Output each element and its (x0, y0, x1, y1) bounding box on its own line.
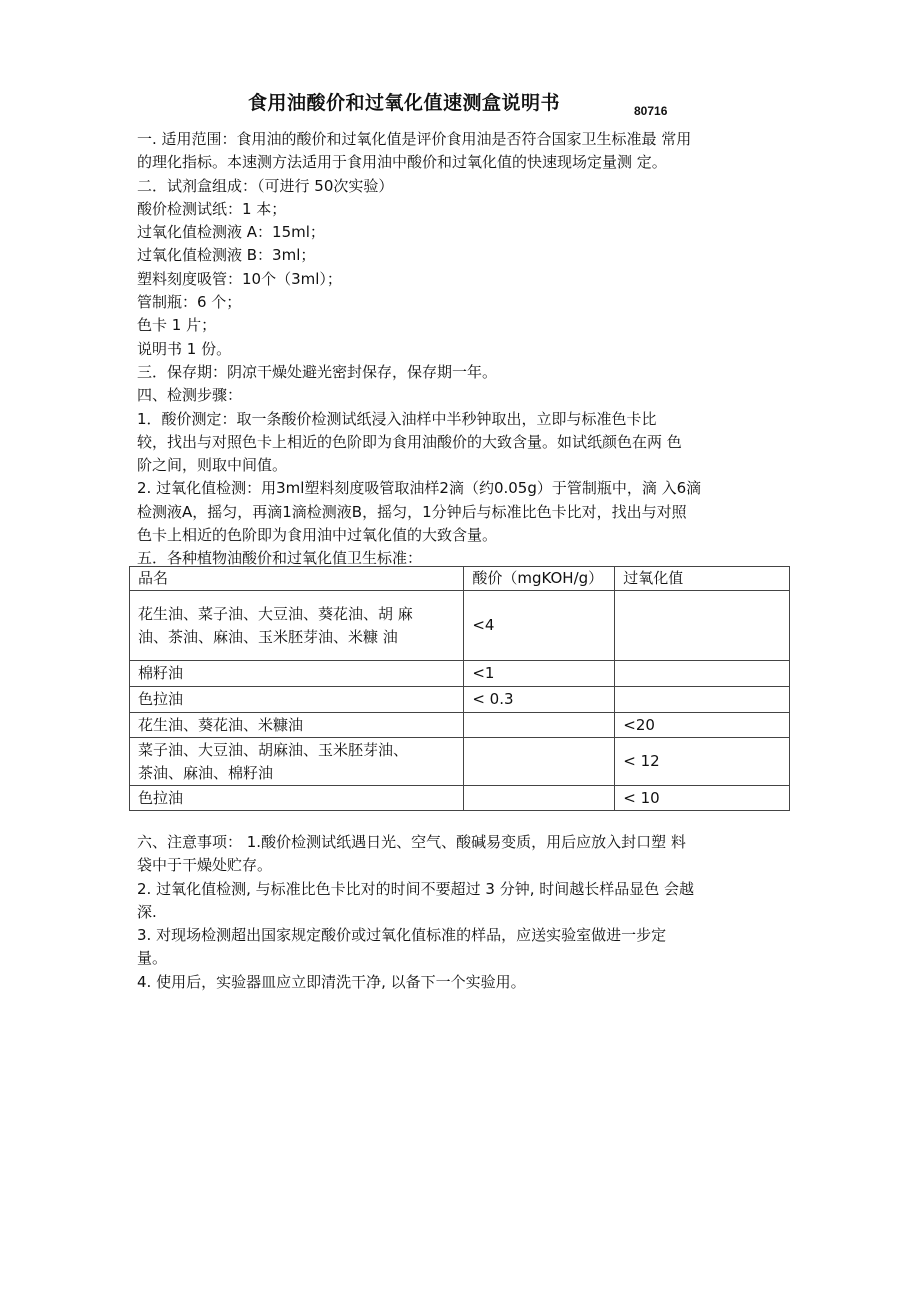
cell-peroxide-value: <20 (615, 713, 790, 738)
text-line: 检测液A，摇匀，再滴1滴检测液B，摇匀，1分钟后与标准比色卡比对，找出与对照 (137, 502, 687, 521)
table-row (130, 713, 790, 738)
text-line: 2. 过氧化值检测：用3ml塑料刻度吸管取油样2滴（约0.05g）于管制瓶中，滴 入6滴 (137, 479, 702, 498)
text-line: 酸价检测试纸：1 本； (137, 199, 287, 218)
cell-oil-name: 色拉油 (130, 687, 464, 713)
cell-oil-name (130, 591, 464, 661)
cell-peroxide-value: < 12 (615, 738, 790, 786)
cell-oil-name: 棉籽油 (130, 661, 464, 687)
cell-acid-value: <1 (464, 661, 615, 687)
text-line: 较，找出与对照色卡上相近的色阶即为食用油酸价的大致含量。如试纸颜色在两 色 (137, 432, 682, 451)
notes-line: 3. 对现场检测超出国家规定酸价或过氧化值标准的样品，应送实验室做进一步定 (137, 926, 667, 945)
text-line: 说明书 1 份。 (137, 339, 232, 358)
text-line: 三．保存期：阴凉干燥处避光密封保存，保存期一年。 (137, 362, 498, 381)
header-cell-name: 品名 (130, 567, 464, 591)
text-line: 四、检测步骤： (137, 386, 243, 405)
cell-line: 油、茶油、麻油、玉米胚芽油、米糠 油 (138, 627, 398, 646)
text-line: 色卡 1 片； (137, 316, 217, 335)
text-line: 过氧化值检测液 B：3ml； (137, 246, 316, 265)
cell-peroxide-value: < 10 (615, 786, 790, 811)
text-line: 1．酸价测定：取一条酸价检测试纸浸入油样中半秒钟取出，立即与标准色卡比 (137, 409, 657, 428)
cell-line: 茶油、麻油、棉籽油 (138, 763, 274, 782)
text-line: 二．试剂盒组成：（可进行 50次实验） (137, 176, 394, 195)
cell-line: 菜子油、大豆油、胡麻油、玉米胚芽油、 (138, 740, 409, 759)
notes-section (137, 831, 792, 994)
text-line: 的理化指标。本速测方法适用于食用油中酸价和过氧化值的快速现场定量测 定。 (137, 153, 667, 172)
cell-peroxide-value (615, 591, 790, 661)
text-line: 塑料刻度吸管：10个（3ml）； (137, 269, 342, 288)
notes-line: 量。 (137, 949, 168, 968)
table-row (130, 661, 790, 687)
cell-oil-name: 花生油、葵花油、米糠油 (130, 713, 464, 738)
cell-acid-value (464, 713, 615, 738)
body-text (137, 128, 792, 571)
cell-acid-value: <4 (464, 591, 615, 661)
notes-line: 袋中于干燥处贮存。 (137, 856, 273, 875)
table-row (130, 687, 790, 713)
document-title: 食用油酸价和过氧化值速测盒说明书 (248, 92, 561, 114)
notes-line: 4. 使用后，实验器皿应立即清洗干净, 以备下一个实验用。 (137, 972, 526, 991)
text-line: 管制瓶：6 个； (137, 293, 242, 312)
cell-acid-value (464, 738, 615, 786)
table-row (130, 738, 790, 786)
notes-line: 2. 过氧化值检测, 与标准比色卡比对的时间不要超过 3 分钟, 时间越长样品显色 会越 (137, 879, 695, 898)
text-line: 色卡上相近的色阶即为食用油中过氧化值的大致含量。 (137, 526, 498, 545)
notes-line: 深. (137, 902, 157, 921)
cell-peroxide-value (615, 661, 790, 687)
text-line: 五．各种植物油酸价和过氧化值卫生标准： (137, 549, 423, 568)
cell-peroxide-value (615, 687, 790, 713)
table-row (130, 786, 790, 811)
table-header-row (130, 567, 790, 591)
text-line: 一. 适用范围：食用油的酸价和过氧化值是评价食用油是否符合国家卫生标准最 常用 (137, 130, 692, 148)
table-row (130, 591, 790, 661)
cell-line: 花生油、菜子油、大豆油、葵花油、胡 麻 (138, 604, 413, 623)
notes-line: 六、注意事项： 1.酸价检测试纸遇日光、空气、酸碱易变质，用后应放入封口塑 料 (137, 833, 686, 851)
header-cell-acid: 酸价（mgKOH/g） (464, 567, 615, 591)
text-line: 阶之间，则取中间值。 (137, 456, 288, 475)
document-code: 80716 (634, 104, 668, 118)
cell-oil-name: 色拉油 (130, 786, 464, 811)
text-line: 过氧化值检测液 A：15ml； (137, 223, 325, 242)
header-cell-peroxide: 过氧化值 (615, 567, 790, 591)
cell-acid-value: < 0.3 (464, 687, 615, 713)
cell-acid-value (464, 786, 615, 811)
cell-oil-name (130, 738, 464, 786)
standards-table (129, 566, 790, 811)
